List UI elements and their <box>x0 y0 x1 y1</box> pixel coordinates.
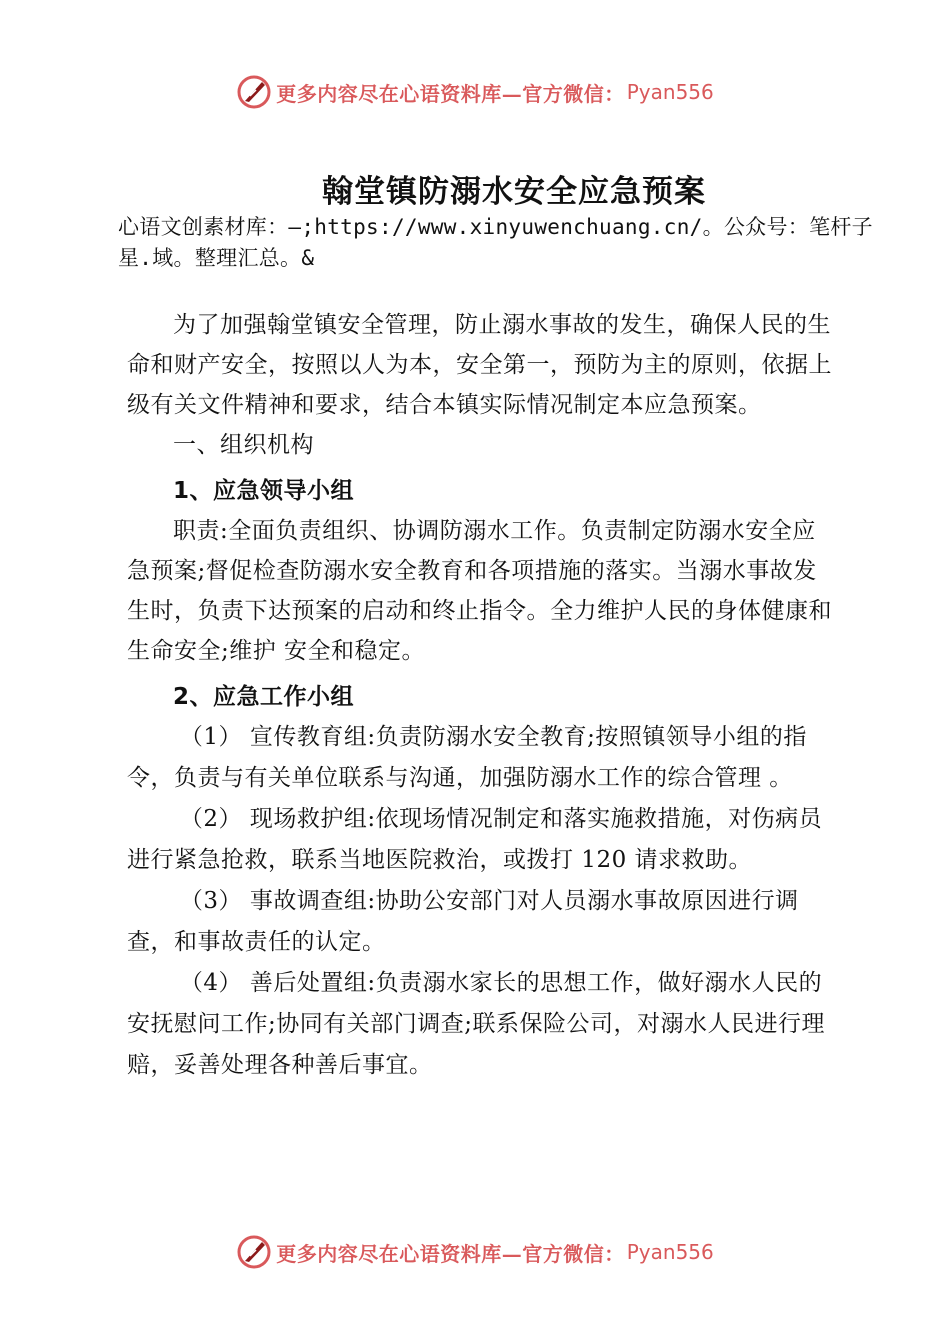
document-body <box>127 305 837 1086</box>
group2-heading: 2、应急工作小组 <box>173 684 355 710</box>
feather-pen-icon <box>236 1234 272 1270</box>
footer-watermark-banner <box>0 1232 950 1272</box>
list-item: （3） 事故调查组:协助公安部门对人员溺水事故原因进行调查，和事故责任的认定。 <box>127 888 799 955</box>
group1-paragraph: 职责:全面负责组织、协调防溺水工作。负责制定防溺水安全应急预案;督促检查防溺水安全教育和各项措施的落实。当溺水事故发生时，负责下达预案的启动和终止指令。全力维护人民的身体健康和生命安全;维护 安全和稳定。 <box>127 518 832 664</box>
banner-prefix-text: 更多内容尽在心语资料库—官方微信： <box>276 81 625 106</box>
feather-pen-icon <box>236 74 272 110</box>
list-item: （4） 善后处置组:负责溺水家长的思想工作，做好溺水人民的安抚慰问工作;协同有关部门调查;联系保险公司，对溺水人民进行理赔，妥善处理各种善后事宜。 <box>127 970 825 1078</box>
list-item: （2） 现场救护组:依现场情况制定和落实施救措施，对伤病员进行紧急抢救，联系当地医院救治，或拨打 120 请求救助。 <box>127 806 823 873</box>
list-item: （1） 宣传教育组:负责防溺水安全教育;按照镇领导小组的指令，负责与有关单位联系与沟通，加强防溺水工作的综合管理 。 <box>127 724 807 791</box>
section-heading: 一、组织机构 <box>173 432 314 458</box>
banner-prefix-text: 更多内容尽在心语资料库—官方微信： <box>276 1241 625 1266</box>
banner-wechat-id: Pyan556 <box>626 1240 714 1264</box>
document-title: 翰堂镇防溺水安全应急预案 <box>322 174 706 210</box>
header-watermark-banner <box>0 72 950 112</box>
group1-heading: 1、应急领导小组 <box>173 478 355 504</box>
banner-wechat-id: Pyan556 <box>626 80 714 104</box>
intro-paragraph: 为了加强翰堂镇安全管理，防止溺水事故的发生，确保人民的生命和财产安全，按照以人为本，安全第一，预防为主的原则，依据上级有关文件精神和要求，结合本镇实际情况制定本应急预案。 <box>127 312 832 418</box>
source-line: 心语文创素材库：—;https://www.xinyuwenchuang.cn/。公众号：笔杆子星.域。整理汇总。& <box>118 215 873 270</box>
